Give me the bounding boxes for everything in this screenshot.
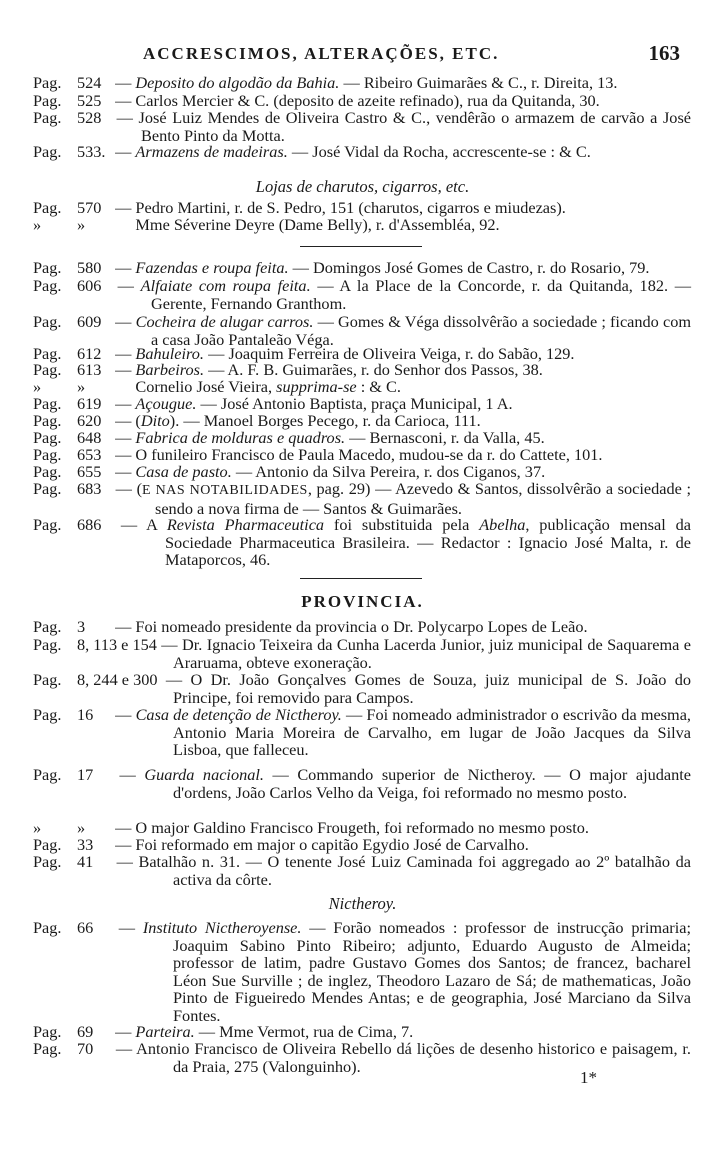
entry-heading: Armazens de madeiras.	[135, 142, 288, 161]
entry: Pag. 580 — Fazendas e roupa feita. — Domingos José Gomes de Castro, r. do Rosario, 79.	[33, 258, 650, 277]
signature-mark: 1*	[580, 1068, 597, 1087]
entry-heading: Revista Pharmaceutica	[166, 515, 325, 534]
page-label: Pag.	[33, 1022, 62, 1041]
subheading: Nictheroy.	[328, 894, 397, 913]
entry: Pag. 524 — Deposito do algodão da Bahia. — Ribeiro Guimarães & C., r. Direita, 13.	[33, 73, 618, 92]
entry-text: , publicação mensal da Sociedade Pharmaceutica Brasileira. — Redactor : Ignacio José Malta, r. de Mataporcos, 46.	[165, 515, 691, 569]
page-label: Pag.	[33, 918, 62, 937]
page-label: Pag.	[33, 258, 62, 277]
page-ref: 3	[77, 617, 86, 636]
page-ref: 609	[77, 312, 102, 331]
page-ref: 16	[77, 705, 94, 724]
page-label: Pag.	[33, 108, 62, 127]
page-ref: 619	[77, 394, 102, 413]
page-label: »	[33, 818, 42, 837]
page-ref: 648	[77, 428, 102, 447]
page-label: Pag.	[33, 765, 62, 784]
entry-heading: Guarda nacional.	[144, 765, 264, 784]
running-title: ACCRESCIMOS, ALTERAÇÕES, ETC.	[143, 44, 500, 63]
entry-heading: Açougue.	[135, 394, 197, 413]
entry-text: Mme Séverine Deyre (Dame Belly), r. d'Assembléa, 92.	[135, 215, 500, 234]
section-divider	[300, 578, 422, 579]
entry-text: — Mme Vermot, rua de Cima, 7.	[194, 1022, 414, 1041]
entry-text: Batalhão n. 31. — O tenente José Luiz Caminada foi aggregado ao 2º batalhão da activa da côrte.	[138, 852, 692, 889]
page-label: Pag.	[33, 394, 62, 413]
entry: Pag. 686 — A Revista Pharmaceutica foi substituida pela Abelha, publicação mensal da Sociedade Pharmaceutica Brasileira. — Redactor : Ignacio José Malta, r. de Mataporcos, 46.	[33, 515, 691, 569]
entry-text: Pedro Martini, r. de S. Pedro, 151 (charutos, cigarros e miudezas).	[135, 198, 566, 217]
entry: Pag. 8, 113 e 154 — Dr. Ignacio Teixeira da Cunha Lacerda Junior, juiz municipal de Saquarema e Araruama, obteve exoneração.	[33, 635, 692, 672]
page-ref: 606	[77, 276, 102, 295]
page-label: Pag.	[33, 411, 62, 430]
page-ref: »	[77, 818, 86, 837]
entry-heading: Casa de pasto.	[135, 462, 232, 481]
page-label: Pag.	[33, 198, 62, 217]
page-label: Pag.	[33, 91, 62, 110]
page-ref: 66	[77, 918, 94, 937]
entry: Pag. 16 — Casa de detenção de Nictheroy. — Foi nomeado administrador o escrivão da mesma, Antonio Maria Moreira de Carvalho, em lugar de João Jacques da Silva Lisboa, que falleceu.	[33, 705, 692, 759]
entry: Pag. 570 — Pedro Martini, r. de S. Pedro, 151 (charutos, cigarros e miudezas).	[33, 198, 566, 217]
entry-text: Foi nomeado presidente da provincia o Dr. Polycarpo Lopes de Leão.	[135, 617, 588, 636]
entry-text: — Joaquim Ferreira de Oliveira Veiga, r. do Sabão, 129.	[204, 344, 575, 363]
entry-text: Antonio Francisco de Oliveira Rebello dá lições de desenho historico e paisagem, r. da Praia, 275 (Valonguinho).	[136, 1039, 691, 1076]
page-ref: 613	[77, 360, 102, 379]
entry-text: — A la Place de la Concorde, r. da Quitanda, 182. — Gerente, Fernando Granthom.	[151, 276, 692, 313]
page-label: Pag.	[33, 835, 62, 854]
entry-text: O funileiro Francisco de Paula Macedo, mudou-se da r. do Cattete, 101.	[135, 445, 603, 464]
entry-text: Carlos Mercier & C. (deposito de azeite refinado), rua da Quitanda, 30.	[135, 91, 600, 110]
entry: » » — O major Galdino Francisco Frougeth, foi reformado no mesmo posto.	[33, 818, 589, 837]
page-ref: 525	[77, 91, 102, 110]
entry: Pag. 619 — Açougue. — José Antonio Baptista, praça Municipal, 1 A.	[33, 394, 513, 413]
page-label: Pag.	[33, 852, 62, 871]
page-label: »	[33, 215, 42, 234]
entry	[33, 378, 691, 396]
entry-text: A	[146, 515, 167, 534]
entry-text: (	[135, 411, 141, 430]
page-ref: 528	[77, 108, 102, 127]
page-label: »	[33, 377, 42, 396]
page-number: 163	[648, 41, 680, 65]
entry-heading: Casa de detenção de Nictheroy.	[135, 705, 342, 724]
page-ref: 8, 244 e 300	[77, 670, 158, 689]
page-label: Pag.	[33, 142, 62, 161]
page-label: Pag.	[33, 635, 62, 654]
page-ref: 17	[77, 765, 94, 784]
page-ref: 70	[77, 1039, 94, 1058]
entry-heading: Fabrica de molduras e quadros.	[135, 428, 346, 447]
entry-text: — Commando superior de Nictheroy. — O major ajudante d'ordens, João Carlos Velho da Veiga, foi reformado no mesmo posto.	[173, 765, 692, 802]
entry-text: Cornelio José Vieira,	[135, 377, 277, 396]
entry-text: Dr. Ignacio Teixeira da Cunha Lacerda Junior, juiz municipal de Saquarema e Araruama, obteve exoneração.	[173, 635, 692, 672]
entry-text: — Antonio da Silva Pereira, r. dos Ciganos, 37.	[231, 462, 546, 481]
entry-heading: supprima-se	[276, 377, 357, 396]
page-ref: 524	[77, 73, 102, 92]
page-ref: 655	[77, 462, 102, 481]
entry: Pag. 606 — Alfaiate com roupa feita. — A la Place de la Concorde, r. da Quitanda, 182. — Gerente, Fernando Granthom.	[33, 276, 692, 313]
entry-heading: Alfaiate com roupa feita.	[140, 276, 311, 295]
page-label: Pag.	[33, 479, 62, 498]
page-ref: »	[77, 377, 86, 396]
page-label: Pag.	[33, 73, 62, 92]
page-label: Pag.	[33, 462, 62, 481]
entry-heading: Barbeiros.	[135, 360, 205, 379]
entry-text: José Luiz Mendes de Oliveira Castro & C., vendêrão o armazem de carvão a José Bento Pinto da Motta.	[138, 108, 692, 145]
entry-text: ). — Manoel Borges Pecego, r. da Carioca, 111.	[169, 411, 481, 430]
section-title: PROVINCIA.	[301, 592, 424, 611]
entry: Pag. 533. — Armazens de madeiras. — José Vidal da Rocha, accrescente-se : & C.	[33, 142, 591, 161]
entry-text: (	[136, 479, 142, 498]
page-label: Pag.	[33, 276, 62, 295]
page-ref: 33	[77, 835, 94, 854]
page-ref: 653	[77, 445, 102, 464]
entry-text: foi substituida pela	[324, 515, 480, 534]
entry: Pag. 17 — Guarda nacional. — Commando superior de Nictheroy. — O major ajudante d'ordens, João Carlos Velho da Veiga, foi reformado no mesmo posto.	[33, 765, 692, 802]
page-label: Pag.	[33, 515, 62, 534]
entry-heading: Deposito do algodão da Bahia.	[135, 73, 340, 92]
entry-heading: Cocheira de alugar carros.	[135, 312, 314, 331]
entry	[33, 216, 691, 234]
entry: Pag. 653 — O funileiro Francisco de Paula Macedo, mudou-se da r. do Cattete, 101.	[33, 445, 603, 464]
page-ref: 41	[77, 852, 94, 871]
page-label: Pag.	[33, 445, 62, 464]
page-ref: 8, 113 e 154	[77, 635, 157, 654]
entry-heading: Instituto Nictheroyense.	[142, 918, 302, 937]
page-label: Pag.	[33, 705, 62, 724]
page-label: Pag.	[33, 1039, 62, 1058]
entry-text: — Bernasconi, r. da Valla, 45.	[345, 428, 545, 447]
page-label: Pag.	[33, 360, 62, 379]
entry-heading: Fazendas e roupa feita.	[135, 258, 289, 277]
entry: Pag. 70 — Antonio Francisco de Oliveira Rebello dá lições de desenho historico e paisagem, r. da Praia, 275 (Valonguinho).	[33, 1039, 691, 1076]
entry-text: O Dr. João Gonçalves Gomes de Souza, juiz municipal de S. João do Principe, foi removido para Campos.	[173, 670, 692, 707]
entry-text: — Foi nomeado administrador o escrivão da mesma, Antonio Maria Moreira de Carvalho, em lugar de João Jacques da Silva Lisboa, que falleceu.	[173, 705, 692, 759]
entry: Pag. 69 — Parteira. — Mme Vermot, rua de Cima, 7.	[33, 1022, 414, 1041]
entry-text: Foi reformado em major o capitão Egydio José de Carvalho.	[135, 835, 529, 854]
page-label: Pag.	[33, 312, 62, 331]
subheading: Lojas de charutos, cigarros, etc.	[255, 177, 470, 196]
entry: Pag. 683 — (E NAS NOTABILIDADES, pag. 29) — Azevedo & Santos, dissolvêrão a sociedade ; sendo a nova firma de — Santos & Guimarães.	[33, 479, 692, 518]
entry-text: — Domingos José Gomes de Castro, r. do Rosario, 79.	[288, 258, 650, 277]
page-label: Pag.	[33, 670, 62, 689]
entry: Pag. 655 — Casa de pasto. — Antonio da Silva Pereira, r. dos Ciganos, 37.	[33, 462, 546, 481]
entry: Pag. 613 — Barbeiros. — A. F. B. Guimarães, r. do Senhor dos Passos, 38.	[33, 360, 543, 379]
entry: Pag. 41 — Batalhão n. 31. — O tenente José Luiz Caminada foi aggregado ao 2º batalhão da activa da côrte.	[33, 852, 692, 889]
entry-text: — José Vidal da Rocha, accrescente-se : & C.	[287, 142, 591, 161]
entry: Pag. 525 — Carlos Mercier & C. (deposito de azeite refinado), rua da Quitanda, 30.	[33, 91, 600, 110]
entry: Pag. 3 — Foi nomeado presidente da provincia o Dr. Polycarpo Lopes de Leão.	[33, 617, 588, 636]
page-ref: 612	[77, 344, 102, 363]
entry-text: — Ribeiro Guimarães & C., r. Direita, 13.	[339, 73, 618, 92]
page-ref: »	[77, 215, 86, 234]
page-ref: 686	[77, 515, 102, 534]
running-head	[20, 41, 705, 68]
entry-text: , pag. 29) — Azevedo & Santos, dissolvêrão a sociedade ; sendo a nova firma de — Santos & Guimarães.	[155, 479, 692, 518]
page-ref: 570	[77, 198, 102, 217]
entry-heading: Parteira.	[135, 1022, 195, 1041]
section-divider	[300, 246, 422, 247]
entry-text: O major Galdino Francisco Frougeth, foi reformado no mesmo posto.	[135, 818, 589, 837]
entry-heading: Bahuleiro.	[135, 344, 205, 363]
page-label: Pag.	[33, 344, 62, 363]
page-ref: 69	[77, 1022, 94, 1041]
entry-text: — Gomes & Véga dissolvêrão a sociedade ; ficando com a casa João Pantaleão Véga.	[151, 312, 692, 349]
page-label: Pag.	[33, 428, 62, 447]
entry: Pag. 33 — Foi reformado em major o capitão Egydio José de Carvalho.	[33, 835, 529, 854]
entry: Pag. 648 — Fabrica de molduras e quadros. — Bernasconi, r. da Valla, 45.	[33, 428, 545, 447]
entry-text: — José Antonio Baptista, praça Municipal, 1 A.	[196, 394, 513, 413]
page-ref: 533.	[77, 142, 106, 161]
entry-text: — Forão nomeados : professor de instrucção primaria; Joaquim Sabino Pinto Ribeiro; adjunto, Eduardo Augusto de Almeida; professor de latim, padre Gustavo Gomes dos Santos; de francez, bacharel Léon Sue Surville ; de inglez, Theodoro Lazaro de Sá; de mathematicas, João Pinto de Figueiredo Mendes Antas; e de geographia, José Marciano da Silva Fontes.	[173, 918, 691, 1025]
page-ref: 620	[77, 411, 102, 430]
entry-heading: Dito	[140, 411, 170, 430]
entry: Pag. 528 — José Luiz Mendes de Oliveira Castro & C., vendêrão o armazem de carvão a José Bento Pinto da Motta.	[33, 108, 692, 145]
entry: Pag. 620 — (Dito). — Manoel Borges Pecego, r. da Carioca, 111.	[33, 411, 481, 430]
entry-heading: Abelha	[479, 515, 526, 534]
page-ref: 580	[77, 258, 102, 277]
entry: Pag. 612 — Bahuleiro. — Joaquim Ferreira de Oliveira Veiga, r. do Sabão, 129.	[33, 344, 575, 363]
entry: Pag. 66 — Instituto Nictheroyense. — Forão nomeados : professor de instrucção primaria; Joaquim Sabino Pinto Ribeiro; adjunto, Eduardo Augusto de Almeida; professor de latim, padre Gustavo Gomes dos Santos; de francez, bacharel Léon Sue Surville ; de inglez, Theodoro Lazaro de Sá; de mathematicas, João Pinto de Figueiredo Mendes Antas; e de geographia, José Marciano da Silva Fontes.	[33, 918, 691, 1025]
page-ref: 683	[77, 479, 102, 498]
entry-text: — A. F. B. Guimarães, r. do Senhor dos Passos, 38.	[204, 360, 543, 379]
entry: Pag. 609 — Cocheira de alugar carros. — Gomes & Véga dissolvêrão a sociedade ; ficando com a casa João Pantaleão Véga.	[33, 312, 692, 349]
entry: Pag. 8, 244 e 300 — O Dr. João Gonçalves Gomes de Souza, juiz municipal de S. João do Principe, foi removido para Campos.	[33, 670, 692, 707]
entry-text: E NAS NOTABILIDADES	[141, 483, 308, 498]
entry-text: : & C.	[356, 377, 401, 396]
page-label: Pag.	[33, 617, 62, 636]
